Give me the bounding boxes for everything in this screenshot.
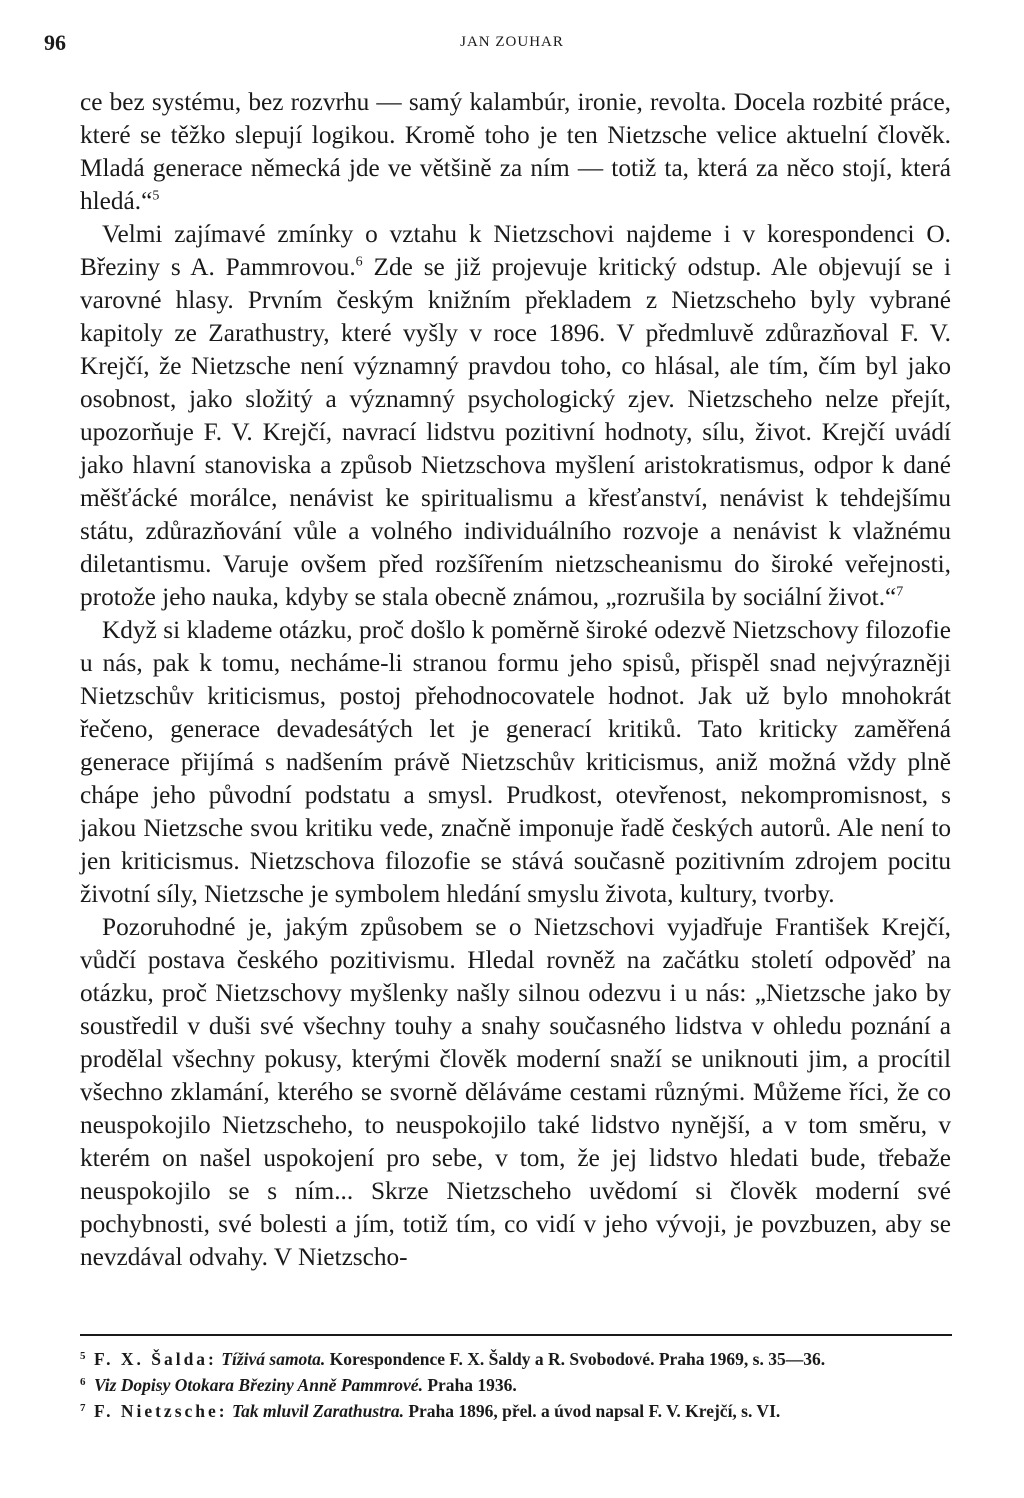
footnote-separator: [80, 1334, 952, 1336]
paragraph-text: Velmi zajímavé zmínky o vztahu k Nietzschovi najdeme i v korespondenci O. Březiny s A. Pammrovou.: [80, 220, 951, 281]
footnote-title: Viz Dopisy Otokara Březiny Anně Pammrové.: [94, 1375, 423, 1395]
footnote-number: 6: [80, 1376, 86, 1388]
paragraph: Když si klademe otázku, proč došlo k poměrně široké odezvě Nietzschovy filozofie u nás, pak k tomu, necháme-li stranou formu jeho spisů, přispěl snad nejvýrazněji Nietzschův kriticismus, postoj přehodnocovatele hodnot. Jak už bylo mnohokrát řečeno, generace devadesátých let je generací kritiků. Tato kriticky zaměřená generace přijímá s nadšením právě Nietzschův kriticismus, aniž možná vždy plně chápe jeho původní podstatu a smysl. Prudkost, otevřenost, nekompromisnost, s jakou Nietzsche svou kritiku vede, značně imponuje řadě českých autorů. Ale není to jen kriticismus. Nietzschova filozofie se stává současně pozitivním zdrojem pocitu životní síly, Nietzsche je symbolem hledání smyslu života, kultury, tvorby.: [80, 616, 951, 908]
footnote-reference: 6: [355, 254, 363, 270]
footnote: [80, 1398, 952, 1424]
footnote-reference: 7: [896, 584, 904, 600]
running-head: JAN ZOUHAR: [460, 34, 564, 50]
paragraph: Pozoruhodné je, jakým způsobem se o Nietzschovi vyjadřuje František Krejčí, vůdčí postava českého pozitivismu. Hledal rovněž na začátku století odpověď na otázku, proč Nietzschovy myšlenky našly silnou odezvu i u nás: „Nietzsche jako by soustředil v duši své všechny touhy a snahy současného lidstva v ohledu poznání a prodělal všechny pokusy, kterými člověk moderní snaží se uniknouti jim, a procítil všechno zklamání, kterého se svorně děláváme cestami různými. Můžeme říci, že co neuspokojilo Nietzscheho, to neuspokojilo také lidstvo nynější, a v tom směru, v kterém on našel uspokojení pro sebe, v tom, že jej lidstvo hledati bude, třebaže neuspokojilo se s ním... Skrze Nietzscheho uvědomí si člověk moderní své pochybnosti, své bolesti a jím, totiž tím, co vidí v jeho vývoji, je povzbuzen, aby se nevzdával odvahy. V Nietzscho-: [80, 913, 951, 1271]
footnotes: [80, 1346, 952, 1424]
footnote-text: Korespondence F. X. Šaldy a R. Svobodové. Praha 1969, s. 35—36.: [325, 1349, 826, 1369]
footnote-author: F. Nietzsche:: [94, 1401, 228, 1421]
footnote: [80, 1346, 952, 1372]
body-text: [80, 86, 951, 1274]
footnote-title: Tíživá samota.: [221, 1349, 326, 1369]
paragraph: [80, 218, 951, 614]
paragraph-continued: [80, 86, 951, 218]
page-header: [0, 30, 1024, 60]
footnote-number: 5: [80, 1350, 86, 1362]
page-number: 96: [44, 30, 66, 55]
footnote-text: Praha 1936.: [422, 1375, 517, 1395]
footnote-author: F. X. Šalda:: [94, 1349, 217, 1369]
footnote-text: Praha 1896, přel. a úvod napsal F. V. Krejčí, s. VI.: [403, 1401, 781, 1421]
footnote-number: 7: [80, 1402, 86, 1414]
footnote: [80, 1372, 952, 1398]
footnote-title: Tak mluvil Zarathustra.: [231, 1401, 404, 1421]
paragraph-text: Zde se již projevuje kritický odstup. Ale objevují se i varovné hlasy. Prvním českým knižním překladem z Nietzscheho byly vybrané kapitoly ze Zarathustry, které vyšly v roce 1896. V předmluvě zdůrazňoval F. V. Krejčí, že Nietzsche není významný pravdou toho, co hlásal, ale tím, čím byl jako osobnost, jako složitý a významný psychologický zjev. Nietzscheho nelze přejít, upozorňuje F. V. Krejčí, navrací lidstvu pozitivní hodnoty, sílu, život. Krejčí uvádí jako hlavní stanoviska a způsob Nietzschova myšlení aristokratismus, odpor k dané měšťácké morálce, nenávist ke spiritualismu a křesťanství, nenávist k tehdejšímu státu, zdůrazňování vůle a volného individuálního rozvoje a nenávist k vlažnému diletantismu. Varuje ovšem před rozšířením nietzscheanismu do široké veřejnosti, protože jeho nauka, kdyby se stala obecně známou, „rozrušila by sociální život.“: [80, 253, 951, 611]
footnote-reference: 5: [152, 188, 160, 204]
paragraph-text: ce bez systému, bez rozvrhu — samý kalambúr, ironie, revolta. Docela rozbité práce, které se těžko slepují logikou. Kromě toho je ten Nietzsche velice aktuelní člověk. Mladá generace německá jde ve většině za ním — totiž ta, která za něco stojí, která hledá.“: [80, 88, 951, 215]
